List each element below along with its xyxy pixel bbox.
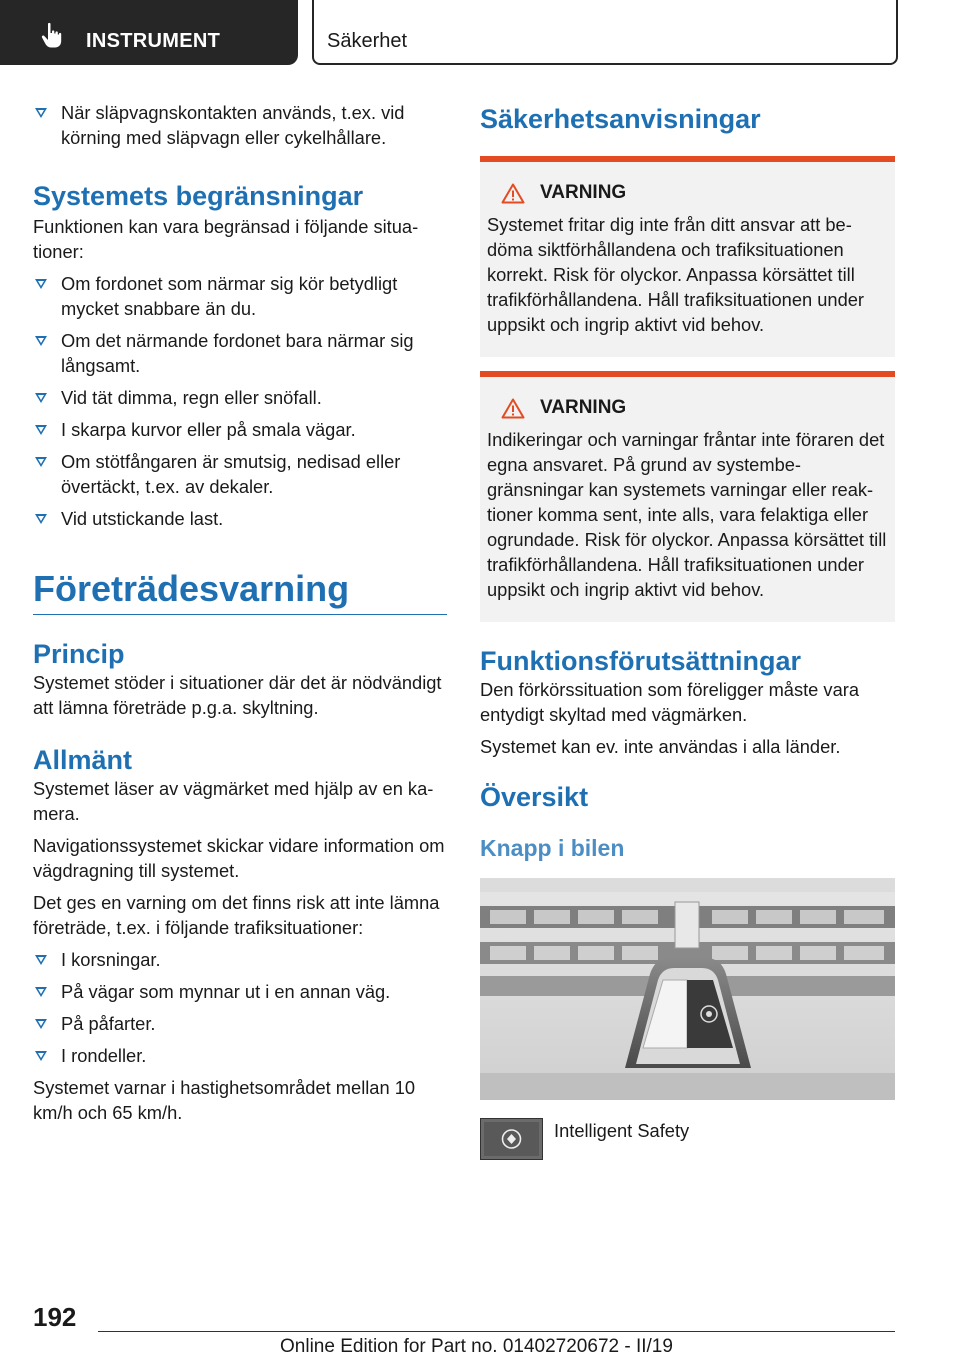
list-item: I korsningar. xyxy=(33,947,447,972)
footer-rule xyxy=(98,1331,895,1332)
list-item: I skarpa kurvor eller på smala vägar. xyxy=(33,417,447,442)
requirements-text-1: Den förkörssituation som föreligger måste vara entydigt skyltad med vägmärken. xyxy=(480,679,859,725)
warning-triangle-icon xyxy=(501,398,525,419)
limits-list xyxy=(33,271,447,531)
bullet-triangle-icon xyxy=(35,457,47,467)
warning-triangle-icon xyxy=(501,183,525,204)
bullet-triangle-icon xyxy=(35,336,47,346)
warning-text: Indikeringar och varningar fråntar inte föraren det egna ansvaret. På grund av systembegränsningar kan systemets varningar eller reaktioner komma sent, inte alls, vara felaktiga eller ogrundade. Risk för olyckor. Anpassa körsättet till trafikförhållandena. Håll trafiksituationen under uppsikt och ingrip aktivt vid behov. xyxy=(487,429,887,600)
general-text-4: Systemet varnar i hastighetsområdet mellan 10 km/h och 65 km/h. xyxy=(33,1077,416,1123)
general-text-1: Systemet läser av vägmärket med hjälp av en kamera. xyxy=(33,778,434,824)
principle-text: Systemet stöder i situationer där det är nödvändigt att lämna företräde p.g.a. skyltning. xyxy=(33,672,442,718)
button-caption: Intelligent Safety xyxy=(554,1120,690,1141)
warning-box xyxy=(480,156,895,357)
chapter-tab xyxy=(0,0,298,65)
bullet-triangle-icon xyxy=(35,425,47,435)
bullet-triangle-icon xyxy=(35,108,47,118)
list-item: När släpvagnskontakten används, t.ex. vid körning med släpvagn eller cykelhållare. xyxy=(33,100,447,150)
right-column xyxy=(480,100,895,1160)
intro-list xyxy=(33,100,447,150)
left-column xyxy=(33,100,447,1125)
bullet-triangle-icon xyxy=(35,1019,47,1029)
pointing-hand-icon xyxy=(40,22,64,48)
warning-title: VARNING xyxy=(540,182,627,203)
list-item: Om stötfångaren är smutsig, nedisad eller övertäckt, t.ex. av dekaler. xyxy=(33,449,447,499)
requirements-heading: Funktionsförutsättningar xyxy=(480,646,801,676)
intelligent-safety-button-icon xyxy=(480,1118,543,1160)
car-button-photo xyxy=(480,878,895,1100)
list-item: Vid tät dimma, regn eller snöfall. xyxy=(33,385,447,410)
safety-heading: Säkerhetsanvisningar xyxy=(480,104,761,134)
list-item: I rondeller. xyxy=(33,1043,447,1068)
list-item: Om det närmande fordonet bara närmar sig långsamt. xyxy=(33,328,447,378)
warning-box xyxy=(480,371,895,622)
edition-text: Online Edition for Part no. 01402720672 - II/19 xyxy=(280,1336,673,1357)
requirements-text-2: Systemet kan ev. inte användas i alla länder. xyxy=(480,736,841,757)
section-label: Säkerhet xyxy=(327,30,408,52)
bullet-triangle-icon xyxy=(35,955,47,965)
list-item: På påfarter. xyxy=(33,1011,447,1036)
bullet-triangle-icon xyxy=(35,514,47,524)
principle-heading: Princip xyxy=(33,639,125,669)
page-number: 192 xyxy=(33,1302,77,1332)
chapter-label: INSTRUMENT xyxy=(86,30,221,52)
general-text-3: Det ges en varning om det finns risk att inte lämna företräde, t.ex. i följande trafiksituationer: xyxy=(33,892,440,938)
warning-title: VARNING xyxy=(540,397,627,418)
overview-heading: Översikt xyxy=(480,782,589,812)
overview-subheading: Knapp i bilen xyxy=(480,835,625,861)
limits-text: Funktionen kan vara begränsad i följande situationer: xyxy=(33,216,419,262)
bullet-triangle-icon xyxy=(35,279,47,289)
section-header xyxy=(312,0,898,65)
list-item: Om fordonet som närmar sig kör betydligt mycket snabbare än du. xyxy=(33,271,447,321)
bullet-triangle-icon xyxy=(35,1051,47,1061)
general-heading: Allmänt xyxy=(33,745,133,775)
bullet-triangle-icon xyxy=(35,987,47,997)
list-item: Vid utstickande last. xyxy=(33,506,447,531)
list-item: På vägar som mynnar ut i en annan väg. xyxy=(33,979,447,1004)
limits-heading: Systemets begränsningar xyxy=(33,181,364,211)
bullet-triangle-icon xyxy=(35,393,47,403)
button-legend xyxy=(480,1118,895,1160)
general-text-2: Navigationssystemet skickar vidare information om vägdragning till systemet. xyxy=(33,835,445,881)
warning-text: Systemet fritar dig inte från ditt ansvar att bedöma siktförhållandena och trafiksituationen korrekt. Risk för olyckor. Anpassa körsättet till trafikförhållandena. Håll trafiksituationen under uppsikt och ingrip aktivt vid behov. xyxy=(487,214,865,335)
chapter-heading: Företrädesvarning xyxy=(33,568,350,609)
heading-rule xyxy=(33,614,447,615)
situations-list xyxy=(33,947,447,1068)
